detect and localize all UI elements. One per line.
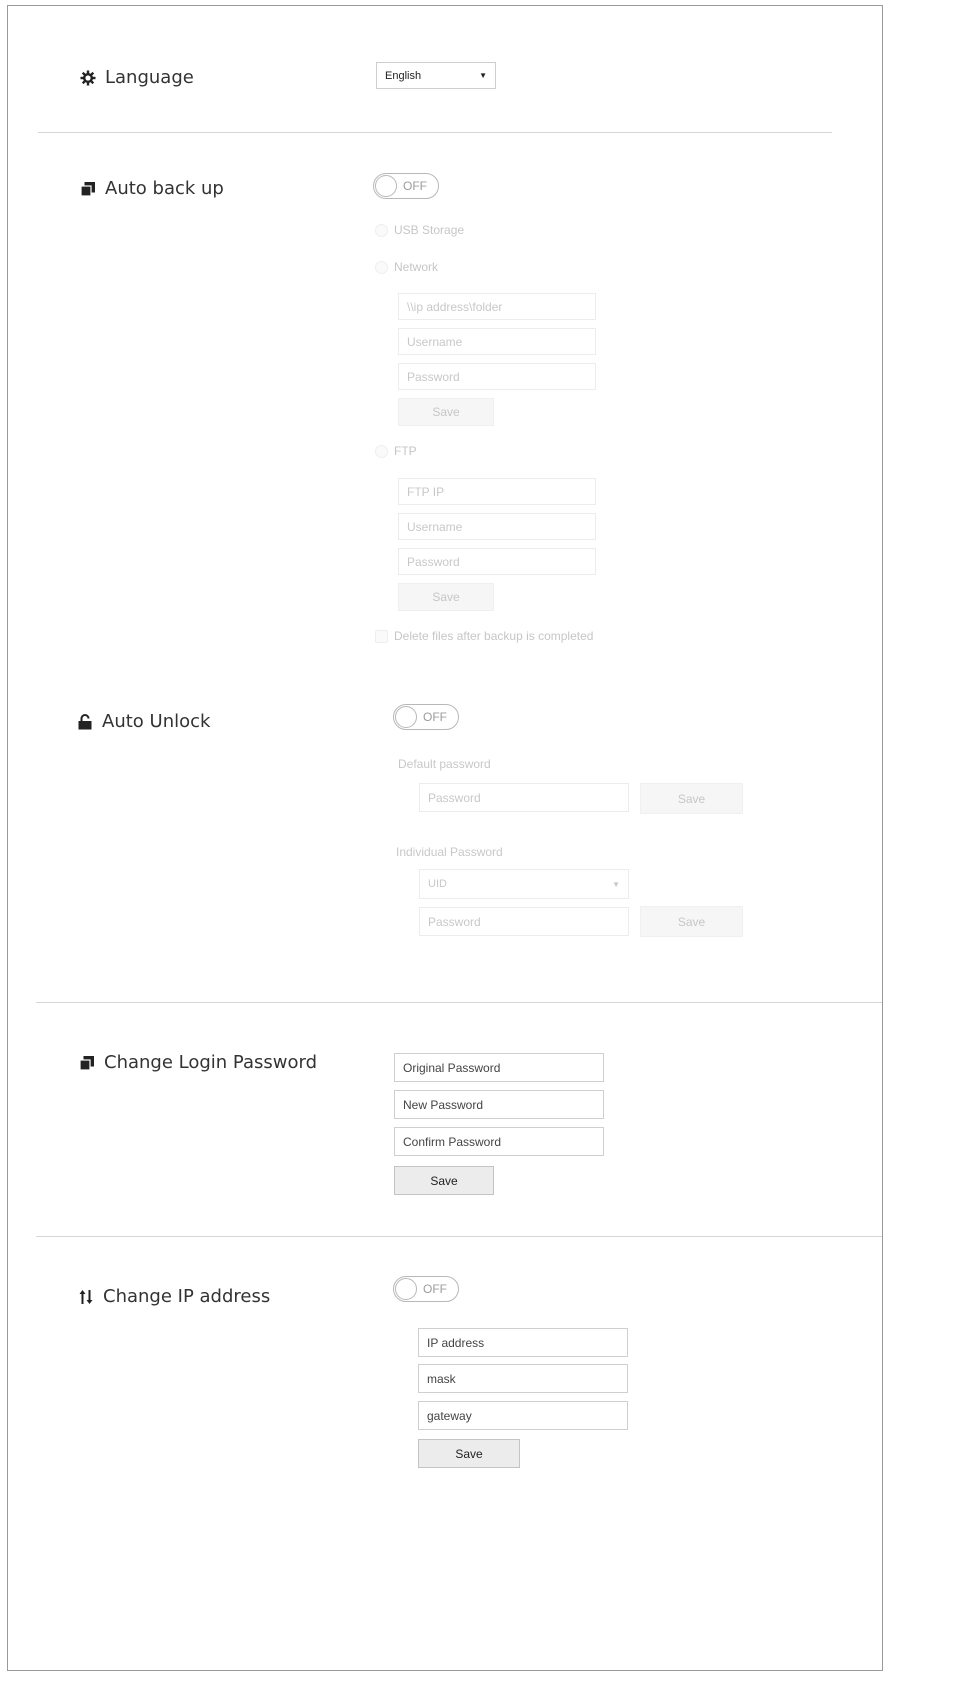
radio-circle: [375, 445, 388, 458]
network-radio[interactable]: [375, 260, 438, 274]
delete-after-backup-label: Delete files after backup is completed: [394, 629, 594, 643]
gear-icon: [80, 70, 96, 86]
default-password-label: Default password: [398, 757, 491, 771]
ftp-label: FTP: [394, 444, 417, 458]
uid-select[interactable]: [419, 869, 629, 899]
placeholder: Password: [428, 914, 481, 929]
usb-storage-radio[interactable]: [375, 223, 464, 237]
network-ip-folder-input[interactable]: [398, 293, 596, 320]
button-label: Save: [432, 405, 460, 419]
copy-icon: [79, 1055, 95, 1071]
divider: [36, 1002, 882, 1003]
caret-down-icon: ▼: [612, 879, 620, 889]
unlock-icon: [77, 714, 93, 730]
auto-backup-label: Auto back up: [105, 178, 224, 199]
toggle-knob: [395, 706, 417, 728]
default-password-save-button[interactable]: [640, 783, 743, 814]
ftp-radio[interactable]: [375, 444, 417, 458]
placeholder: Username: [407, 334, 463, 349]
caret-down-icon: ▼: [479, 71, 487, 80]
individual-password-input[interactable]: [419, 907, 629, 936]
button-label: Save: [677, 791, 706, 806]
language-select[interactable]: [376, 62, 496, 89]
transfer-arrows-icon: [78, 1289, 94, 1305]
placeholder: mask: [427, 1371, 456, 1386]
divider: [38, 132, 832, 133]
change-ip-save-button[interactable]: [418, 1439, 520, 1468]
button-label: Save: [430, 1173, 458, 1188]
toggle-state-label: OFF: [403, 179, 427, 193]
radio-circle: [375, 224, 388, 237]
checkbox-box: [375, 630, 388, 643]
toggle-state-label: OFF: [423, 710, 447, 724]
gateway-input[interactable]: [418, 1401, 628, 1430]
network-username-input[interactable]: [398, 328, 596, 355]
usb-storage-label: USB Storage: [394, 223, 465, 237]
ftp-ip-input[interactable]: [398, 478, 596, 505]
placeholder: Username: [407, 519, 463, 534]
placeholder: gateway: [427, 1408, 472, 1423]
auto-unlock-label: Auto Unlock: [102, 711, 211, 732]
placeholder: New Password: [403, 1097, 484, 1112]
placeholder: Password: [407, 369, 460, 384]
auto-unlock-section-title: [77, 711, 210, 732]
toggle-knob: [375, 175, 397, 197]
placeholder: Confirm Password: [403, 1134, 502, 1149]
auto-unlock-toggle[interactable]: [393, 704, 459, 730]
button-label: Save: [455, 1446, 483, 1461]
individual-password-label: Individual Password: [396, 845, 503, 859]
change-login-save-button[interactable]: [394, 1166, 494, 1195]
ip-address-input[interactable]: [418, 1328, 628, 1357]
network-label: Network: [394, 260, 439, 274]
network-save-button[interactable]: [398, 398, 494, 426]
ftp-username-input[interactable]: [398, 513, 596, 540]
radio-circle: [375, 261, 388, 274]
auto-backup-toggle[interactable]: [373, 173, 439, 199]
placeholder: FTP IP: [407, 484, 445, 499]
new-password-input[interactable]: [394, 1090, 604, 1119]
copy-icon: [80, 181, 96, 197]
placeholder: Password: [428, 790, 481, 805]
toggle-knob: [395, 1278, 417, 1300]
change-login-section-title: [79, 1052, 317, 1073]
individual-password-save-button[interactable]: [640, 906, 743, 937]
toggle-state-label: OFF: [423, 1282, 447, 1296]
placeholder: \\ip address\folder: [407, 299, 503, 314]
change-login-label: Change Login Password: [104, 1052, 317, 1073]
confirm-password-input[interactable]: [394, 1127, 604, 1156]
change-ip-label: Change IP address: [103, 1286, 271, 1307]
uid-selected-value: UID: [428, 878, 447, 890]
placeholder: Password: [407, 554, 460, 569]
change-ip-toggle[interactable]: [393, 1276, 459, 1302]
language-selected-value: English: [385, 69, 422, 82]
auto-backup-section-title: [80, 178, 224, 199]
network-password-input[interactable]: [398, 363, 596, 390]
language-label: Language: [105, 67, 194, 88]
delete-after-backup-checkbox[interactable]: [375, 629, 593, 643]
ftp-save-button[interactable]: [398, 583, 494, 611]
language-section-title: [80, 67, 194, 88]
mask-input[interactable]: [418, 1364, 628, 1393]
button-label: Save: [432, 590, 460, 604]
ftp-password-input[interactable]: [398, 548, 596, 575]
divider: [36, 1236, 882, 1237]
button-label: Save: [677, 914, 706, 929]
placeholder: Original Password: [403, 1060, 501, 1075]
original-password-input[interactable]: [394, 1053, 604, 1082]
default-password-input[interactable]: [419, 783, 629, 812]
change-ip-section-title: [78, 1286, 270, 1307]
placeholder: IP address: [427, 1335, 485, 1350]
